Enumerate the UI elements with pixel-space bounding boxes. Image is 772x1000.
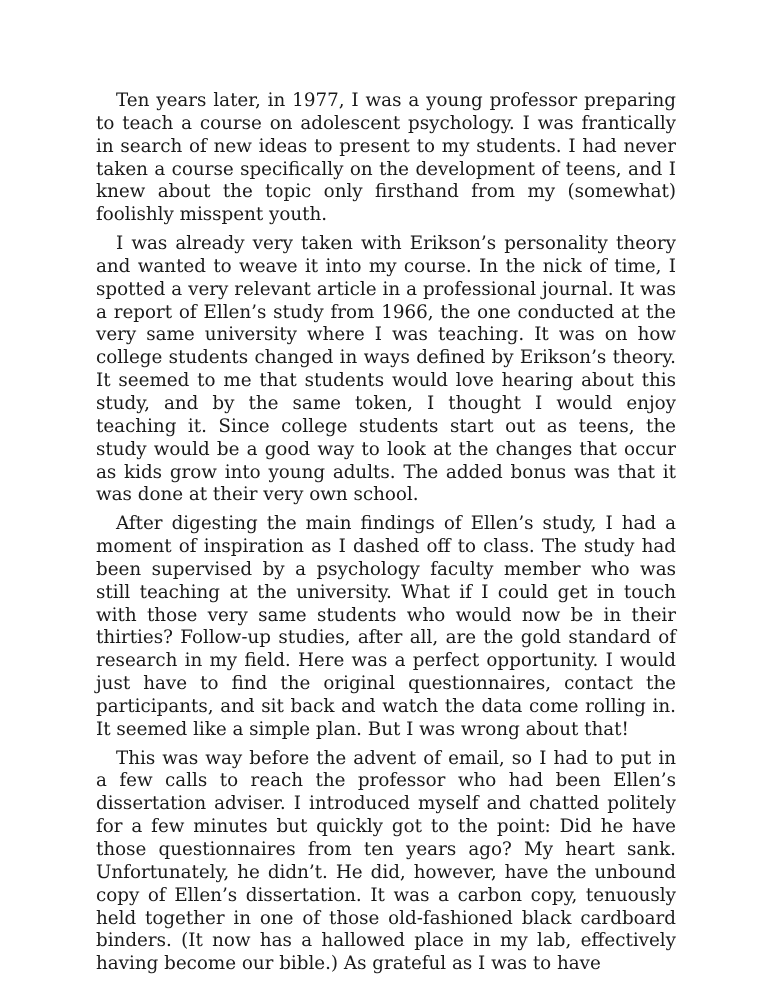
page-body bbox=[96, 90, 676, 982]
paragraph-4: This was way before the advent of email, so I had to put in a few calls to reach the professor who had been Ellen’s dissertation adviser. I introduced myself and chatted politely for a few minutes but quickly got to the point: Did he have those questionnaires from ten years ago? My heart sank. Unfortunately, he didn’t. He did, however, have the unbound copy of Ellen’s dissertation. It was a carbon copy, tenuously held together in one of those old-fashioned black cardboard binders. (It now has a hallowed place in my lab, effectively having become our bible.) As grateful as I was to have bbox=[96, 747, 676, 975]
paragraph-1: Ten years later, in 1977, I was a young professor preparing to teach a course on adolescent psychology. I was frantically in search of new ideas to present to my students. I had never taken a course specifically on the development of teens, and I knew about the topic only firsthand from my (somewhat) foolishly misspent youth. bbox=[96, 90, 676, 226]
paragraph-3: After digesting the main findings of Ellen’s study, I had a moment of inspiration as I dashed off to class. The study had been supervised by a psychology faculty member who was still teaching at the university. What if I could get in touch with those very same students who would now be in their thirties? Follow-up studies, after all, are the gold standard of research in my field. Here was a perfect opportunity. I would just have to find the original questionnaires, contact the participants, and sit back and watch the data come rolling in. It seemed like a simple plan. But I was wrong about that! bbox=[96, 513, 676, 740]
paragraph-2: I was already very taken with Erikson’s personality theory and wanted to weave it into my course. In the nick of time, I spotted a very relevant article in a professional journal. It was a report of Ellen’s study from 1966, the one conducted at the very same university where I was teaching. It was on how college students changed in ways defined by Erikson’s theory. It seemed to me that students would love hearing about this study, and by the same token, I thought I would enjoy teaching it. Since college students start out as teens, the study would be a good way to look at the changes that occur as kids grow into young adults. The added bonus was that it was done at their very own school. bbox=[96, 233, 676, 506]
